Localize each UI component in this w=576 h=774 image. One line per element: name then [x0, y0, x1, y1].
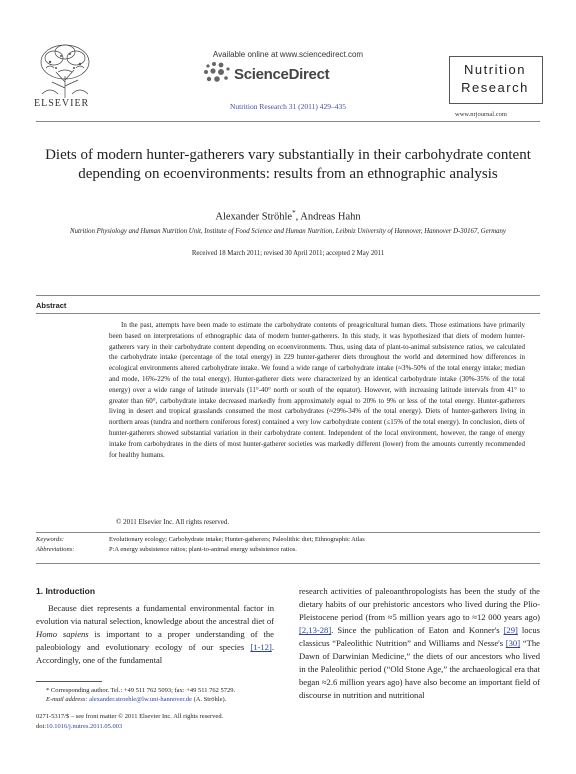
citation-link[interactable]: [2,13-28] — [299, 625, 332, 635]
intro-paragraph-right — [299, 585, 540, 702]
intro-text: . Accordingly, one of the fundamental — [36, 642, 274, 665]
email-suffix: (A. Ströhle). — [191, 696, 227, 703]
journal-name-line1: Nutrition — [464, 62, 526, 77]
body-top-rule — [36, 563, 540, 564]
keywords-value: Evolutionary ecology; Carbohydrate intake; Hunter-gatherers; Paleolithic diet; Ethnographic Atlas — [109, 536, 365, 543]
doi-label: doi: — [36, 723, 47, 730]
keywords-row — [36, 536, 540, 545]
author-1[interactable]: Alexander Ströhle — [215, 211, 293, 223]
email-note — [36, 695, 276, 704]
affiliation: Nutrition Physiology and Human Nutrition Unit, Institute of Food Science and Human Nutrition, Leibniz University of Hannover, Hannover D-30167, Germany — [70, 228, 506, 235]
species-name: Homo sapiens — [36, 629, 89, 639]
doi-link[interactable]: 10.1016/j.nutres.2011.05.003 — [46, 723, 123, 730]
keywords-label: Keywords: — [36, 536, 64, 543]
citation-link[interactable]: [30] — [505, 638, 521, 648]
abstract-heading: Abstract — [36, 301, 67, 310]
citation-link[interactable]: [1-12] — [250, 642, 272, 652]
email-label: E-mail address: — [46, 696, 90, 703]
author-2[interactable]: Andreas Hahn — [300, 211, 361, 223]
article-title: Diets of modern hunter-gatherers vary substantially in their carbohydrate content depending on ecoenvironments: results from an ethnographic analysis — [45, 147, 531, 182]
keywords-rule — [36, 532, 540, 533]
author-separator: , — [295, 211, 301, 223]
doi-line — [36, 723, 122, 730]
sciencedirect-logo-text: ScienceDirect — [234, 66, 330, 83]
abstract-heading-rule — [36, 313, 540, 314]
journal-url[interactable]: www.nrjournal.com — [455, 111, 507, 118]
journal-name-line2: Research — [461, 80, 529, 95]
abstract-top-rule — [36, 295, 540, 296]
abstract-text: In the past, attempts have been made to estimate the carbohydrate contents of preagricultural human diets. Those estimations have primarily been based on interpretations of ethnographic data of modern hunter-gatherers. In this study, it was hypothesized that diets of modern hunter-gatherers vary in their carbohydrate content depending on ecoenvironments. Thus, using data of plant-to-animal subsistence ratios, we calculated the carbohydrate intake (percentage of the total energy) in 229 hunter-gatherer diets throughout the world and determined how differences in ecological environments altered carbohydrate intake. We found a wide range of carbohydrate intake (≈3%-50% of the total energy intake; median and mode, 16%-22% of the total energy). Hunter-gatherer diets were characterized by an identical carbohydrate intake (30%-35% of the total energy) over a wide range of latitude intervals (11°-40° north or south of the equator). However, with increasing latitude intervals from 41° to greater than 60°, carbohydrate intake decreased markedly from approximately equal to 20% to 9% or less of the total energy. Hunter-gatherers living in desert and tropical grasslands consumed the most carbohydrates (≈29%-34% of the total energy). Diets of hunter-gatherers living in northern areas (tundra and northern coniferous forest) contained a very low carbohydrate content (≤15% of the total energy). In conclusion, diets of hunter-gatherers showed substantial variation in their carbohydrate content. Independent of the local environment, however, the range of energy intake from carbohydrates in the diets of most hunter-gatherer societies was markedly different (lower) from the amounts currently recommended for healthy humans. — [109, 321, 525, 459]
intro-text: locus classicus “Paleolithic Nutrition” and Williams and Nesse's — [299, 625, 540, 648]
available-online-text: Available online at www.sciencedirect.com — [212, 50, 364, 59]
article-dates: Received 18 March 2011; revised 30 April 2011; accepted 2 May 2011 — [191, 250, 385, 257]
journal-reference[interactable]: Nutrition Research 31 (2011) 429–435 — [230, 102, 346, 111]
corresponding-author-note: * Corresponding author. Tel.: +49 511 762 5093; fax: +49 511 762 5729. — [46, 687, 236, 694]
intro-text: research activities of paleoanthropologists has been the study of the dietary habits of our prehistoric ancestors who lived during the Plio-Pleistocene period (from ≈5 million years ago to ≈12 000 years ago) — [299, 586, 540, 622]
citation-link[interactable]: [29] — [503, 625, 518, 635]
abstract-copyright: © 2011 Elsevier Inc. All rights reserved. — [116, 518, 230, 526]
intro-text: . Since the publication of Eaton and Konner's — [331, 625, 504, 635]
publisher-name: ELSEVIER — [34, 98, 90, 109]
author-list — [0, 209, 576, 223]
email-link[interactable]: alexander.stroehle@lw.uni-hannover.de — [89, 696, 192, 703]
abbreviations-row — [36, 546, 540, 555]
corresponding-mark[interactable]: * — [292, 209, 296, 217]
header-rule — [36, 121, 540, 122]
intro-text: “The Dawn of Darwinian Medicine,” the diets of our ancestors who lived in the Paleolithic period (“Old Stone Age,” the archaeological era that began ≈2.6 million years ago) have also become an important field of discourse in nutrition and nutritional — [299, 638, 540, 700]
front-matter-note: 0271-5317/$ – see front matter © 2011 Elsevier Inc. All rights reserved. — [36, 713, 224, 720]
abbreviations-value: P:A energy subsistence ratios; plant-to-animal energy subsistence ratios. — [109, 546, 297, 553]
intro-text: is important to a proper understanding of the paleobiology and evolutionary ecology of our species — [36, 629, 274, 652]
footnote-rule — [36, 681, 102, 682]
section-heading-introduction: 1. Introduction — [36, 586, 96, 596]
intro-paragraph-left — [36, 602, 274, 667]
intro-text: Because diet represents a fundamental environmental factor in evolution via natural selection, knowledge about the ancestral diet of — [36, 603, 274, 626]
abbreviations-label: Abbreviations: — [36, 546, 75, 553]
